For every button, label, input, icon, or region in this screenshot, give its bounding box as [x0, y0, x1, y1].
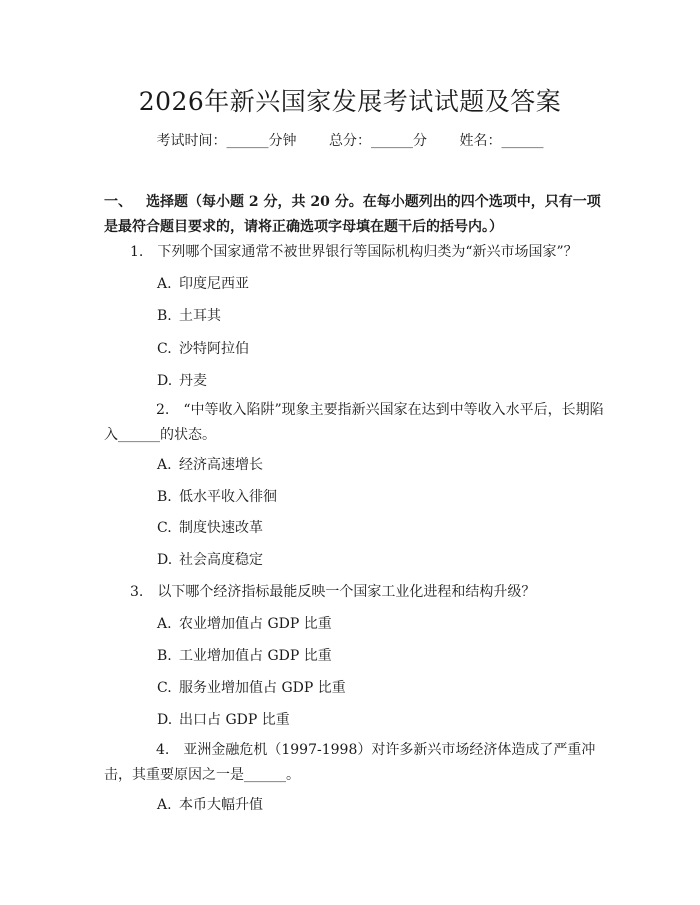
option-text: 农业增加值占 GDP 比重 — [179, 616, 332, 632]
option-letter: A. — [157, 276, 172, 292]
option-text: 沙特阿拉伯 — [179, 341, 249, 357]
question-1-option-a — [157, 274, 249, 294]
question-number: 1. — [130, 244, 144, 260]
question-2-option-a — [157, 455, 263, 475]
option-letter: C. — [157, 680, 172, 696]
question-number: 3. — [130, 584, 144, 600]
option-letter: B. — [157, 308, 172, 324]
question-number: 4. — [156, 742, 170, 758]
option-text: 经济高速增长 — [179, 457, 263, 473]
question-1-option-d — [157, 371, 207, 391]
question-1-stem — [130, 240, 605, 265]
option-text: 工业增加值占 GDP 比重 — [179, 648, 332, 664]
total-score-field: 总分：______分 — [329, 133, 427, 149]
option-letter: A. — [157, 616, 172, 632]
question-2-option-d — [157, 550, 263, 570]
question-2-option-c — [157, 518, 263, 538]
question-number: 2. — [156, 402, 170, 418]
option-letter: D. — [157, 373, 173, 389]
option-text: 丹麦 — [179, 373, 207, 389]
student-name-field: 姓名：______ — [459, 133, 544, 149]
option-text: 印度尼西亚 — [179, 276, 249, 292]
question-1-option-c — [157, 339, 249, 359]
question-3-option-a — [157, 614, 332, 634]
option-letter: A. — [157, 457, 172, 473]
question-3-option-b — [157, 646, 332, 666]
option-letter: A. — [157, 797, 172, 813]
section-heading — [104, 190, 604, 240]
question-text: 下列哪个国家通常不被世界银行等国际机构归类为“新兴市场国家”？ — [157, 244, 578, 260]
question-text: 亚洲金融危机（1997-1998）对许多新兴市场经济体造成了严重冲击，其重要原因之一是______。 — [104, 742, 596, 783]
section-instructions: 选择题（每小题 2 分，共 20 分。在每小题列出的四个选项中，只有一项是最符合题目要求的，请将正确选项字母填在题干后的括号内。） — [104, 194, 601, 235]
option-text: 土耳其 — [179, 308, 221, 324]
question-4-stem — [104, 738, 604, 788]
question-1-option-b — [157, 306, 221, 326]
question-3-stem — [130, 580, 605, 605]
question-3-option-c — [157, 678, 346, 698]
option-letter: C. — [157, 520, 172, 536]
question-3-option-d — [157, 710, 290, 730]
exam-time-field: 考试时间：______分钟 — [156, 133, 297, 149]
option-text: 社会高度稳定 — [179, 552, 263, 568]
option-letter: D. — [157, 712, 173, 728]
option-letter: D. — [157, 552, 173, 568]
question-2-option-b — [157, 487, 277, 507]
option-letter: B. — [157, 648, 172, 664]
exam-info-row — [0, 130, 700, 150]
page-title: 2026年新兴国家发展考试试题及答案 — [138, 87, 562, 116]
option-text: 低水平收入徘徊 — [179, 489, 277, 505]
section-number: 一、 — [104, 194, 132, 210]
question-4-option-a — [157, 795, 263, 815]
option-letter: B. — [157, 489, 172, 505]
option-text: 服务业增加值占 GDP 比重 — [179, 680, 346, 696]
question-text: 以下哪个经济指标最能反映一个国家工业化进程和结构升级？ — [157, 584, 536, 600]
question-text: “中等收入陷阱”现象主要指新兴国家在达到中等收入水平后，长期陷入______的状态。 — [104, 402, 604, 443]
option-text: 制度快速改革 — [179, 520, 263, 536]
option-letter: C. — [157, 341, 172, 357]
option-text: 出口占 GDP 比重 — [179, 712, 290, 728]
question-2-stem — [104, 398, 604, 448]
option-text: 本币大幅升值 — [179, 797, 263, 813]
